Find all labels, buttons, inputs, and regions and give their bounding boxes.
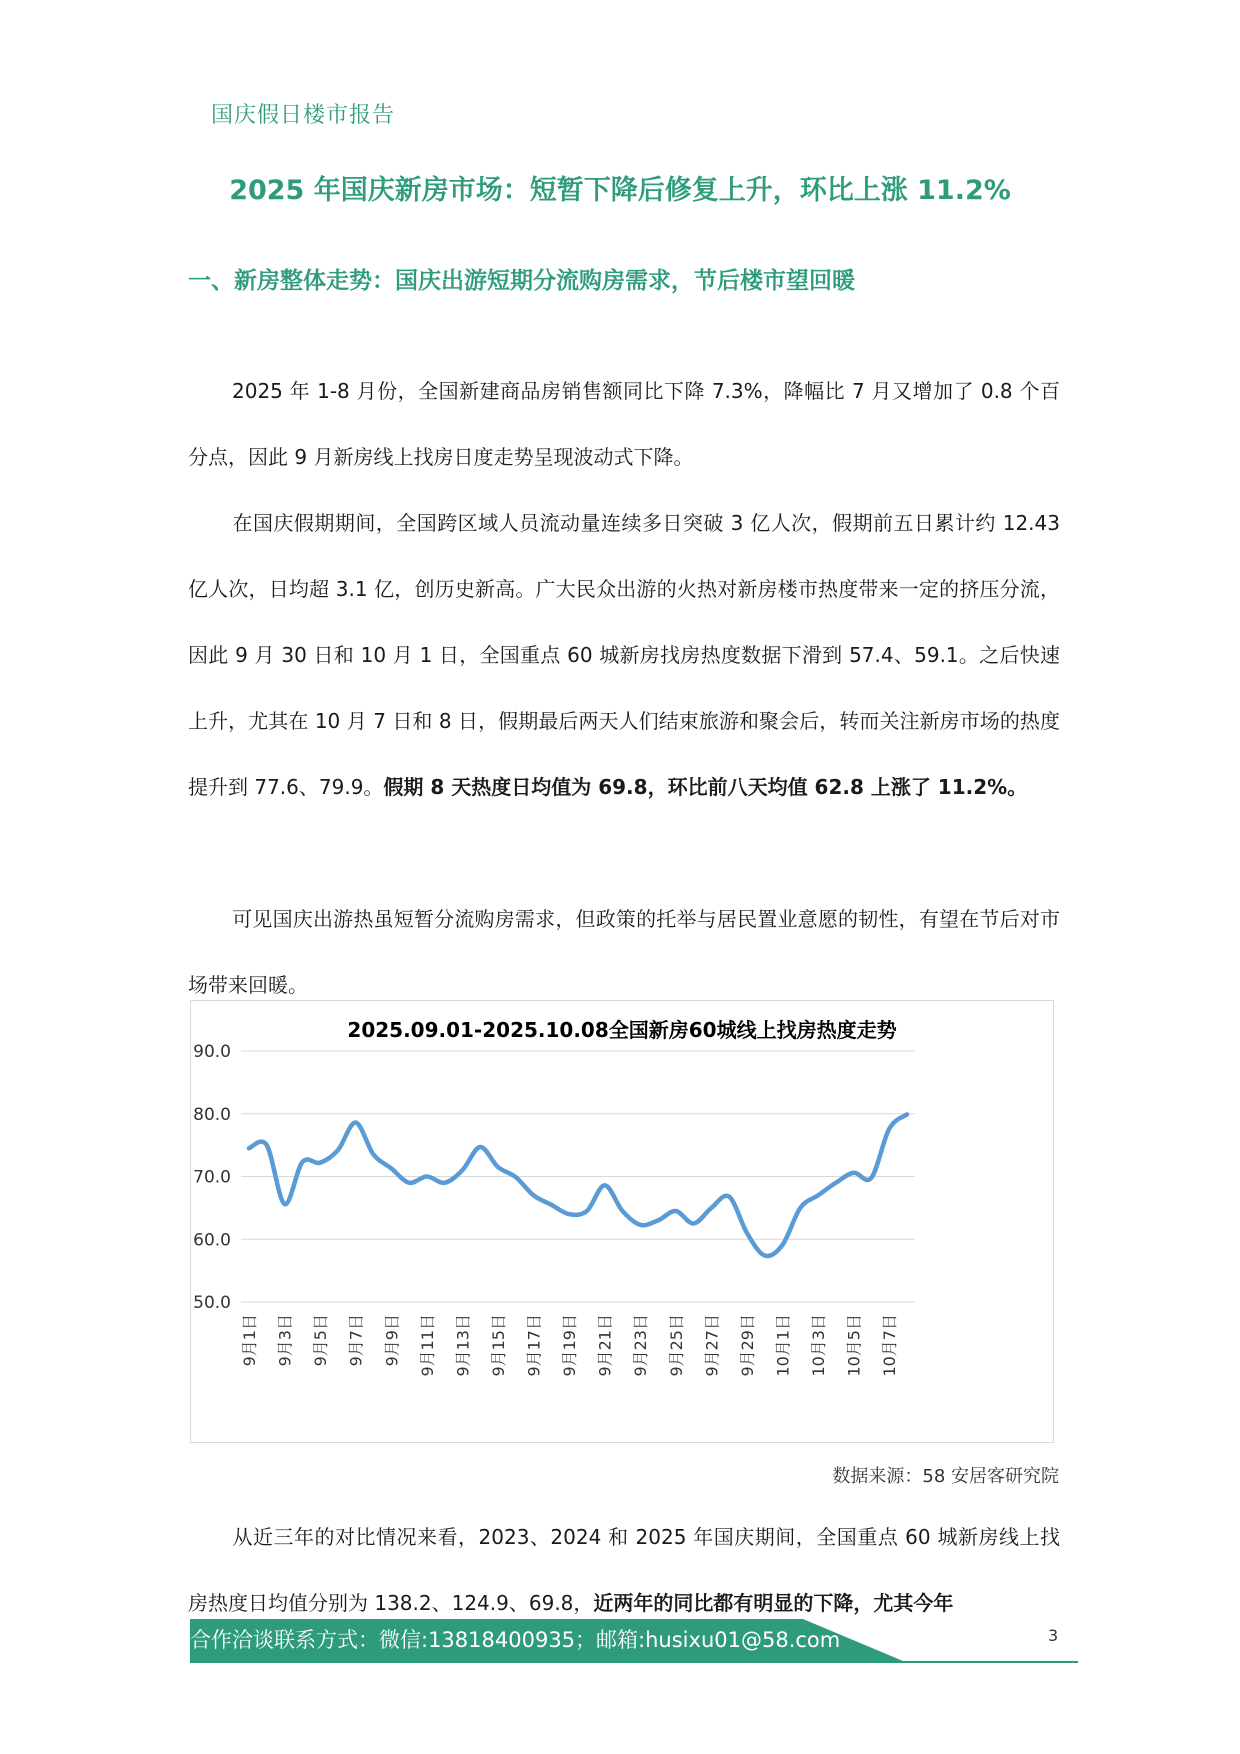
y-tick-label: 80.0: [193, 1104, 231, 1125]
x-tick-label: 9月21日: [595, 1314, 615, 1377]
x-tick-label: 9月3日: [275, 1314, 295, 1367]
x-tick-label: 10月7日: [880, 1314, 900, 1377]
heat-trend-chart: [190, 1000, 1054, 1443]
x-tick-label: 9月15日: [488, 1314, 508, 1377]
x-tick-label: 9月19日: [560, 1314, 580, 1377]
x-tick-label: 9月11日: [417, 1314, 437, 1377]
chart-title: 2025.09.01-2025.10.08全国新房60城线上找房热度走势: [347, 1018, 897, 1042]
x-tick-label: 9月27日: [702, 1314, 722, 1377]
paragraph-1-text: 2025 年 1-8 月份，全国新建商品房销售额同比下降 7.3%，降幅比 7 月又增加了 0.8 个百分点，因此 9 月新房线上找房日度走势呈现波动式下降。: [188, 379, 1060, 469]
x-tick-label: 9月29日: [737, 1314, 757, 1377]
source-note: 数据来源：58 安居客研究院: [832, 1466, 1059, 1487]
x-tick-label: 9月9日: [382, 1314, 402, 1367]
x-tick-label: 9月23日: [631, 1314, 651, 1377]
footer-contact: 合作洽谈联系方式：微信:13818400935；邮箱:husixu01@58.com: [190, 1628, 841, 1652]
paragraph-2-bold: 假期 8 天热度日均值为 69.8，环比前八天均值 62.8 上涨了 11.2%。: [383, 775, 1028, 799]
x-tick-label: 9月5日: [311, 1314, 331, 1367]
paragraph-1: [188, 358, 1060, 490]
paragraph-4-bold: 近两年的同比都有明显的下降，尤其今年: [593, 1591, 954, 1615]
x-tick-label: 9月13日: [453, 1314, 473, 1377]
chart-svg: [191, 1001, 1053, 1442]
paragraph-2-text: 在国庆假期期间，全国跨区域人员流动量连续多日突破 3 亿人次，假期前五日累计约 12.43 亿人次，日均超 3.1 亿，创历史新高。广大民众出游的火热对新房楼市热度带来一定的挤压分流，因此 9 月 30 日和 10 月 1 日，全国重点 60 城新房找房热度数据下滑到 57.4、59.1。之后快速上升，尤其在 10 月 7 日和 8 日，假期最后两天人们结束旅游和聚会后，转而关注新房市场的热度提升到 77.6、79.9。: [188, 511, 1060, 799]
y-tick-label: 70.0: [193, 1167, 231, 1188]
series-line: [249, 1114, 907, 1256]
header-label: 国庆假日楼市报告: [211, 103, 396, 128]
paragraph-3: [188, 886, 1060, 1018]
paragraph-4-text: 从近三年的对比情况来看，2023、2024 和 2025 年国庆期间，全国重点 60 城新房线上找房热度日均值分别为 138.2、124.9、69.8，: [188, 1525, 1060, 1615]
x-tick-label: 10月5日: [844, 1314, 864, 1377]
paragraph-3-text: 可见国庆出游热虽短暂分流购房需求，但政策的托举与居民置业意愿的韧性，有望在节后对市场带来回暖。: [188, 907, 1060, 997]
section-heading: 一、新房整体走势：国庆出游短期分流购房需求，节后楼市望回暖: [188, 268, 855, 294]
y-tick-label: 50.0: [193, 1293, 231, 1313]
footer-rule: [190, 1661, 1078, 1663]
y-tick-label: 60.0: [193, 1230, 231, 1251]
x-tick-label: 9月25日: [666, 1314, 686, 1377]
x-tick-label: 9月17日: [524, 1314, 544, 1377]
x-tick-label: 10月3日: [809, 1314, 829, 1377]
document-title: 2025 年国庆新房市场：短暂下降后修复上升，环比上涨 11.2%: [229, 175, 1011, 206]
x-tick-label: 9月7日: [346, 1314, 366, 1367]
page-number: 3: [1048, 1626, 1059, 1645]
x-tick-label: 9月1日: [240, 1314, 259, 1367]
paragraph-2: [188, 490, 1060, 820]
paragraph-4: [188, 1504, 1060, 1636]
y-tick-label: 90.0: [193, 1042, 231, 1062]
x-tick-label: 10月1日: [773, 1314, 793, 1377]
